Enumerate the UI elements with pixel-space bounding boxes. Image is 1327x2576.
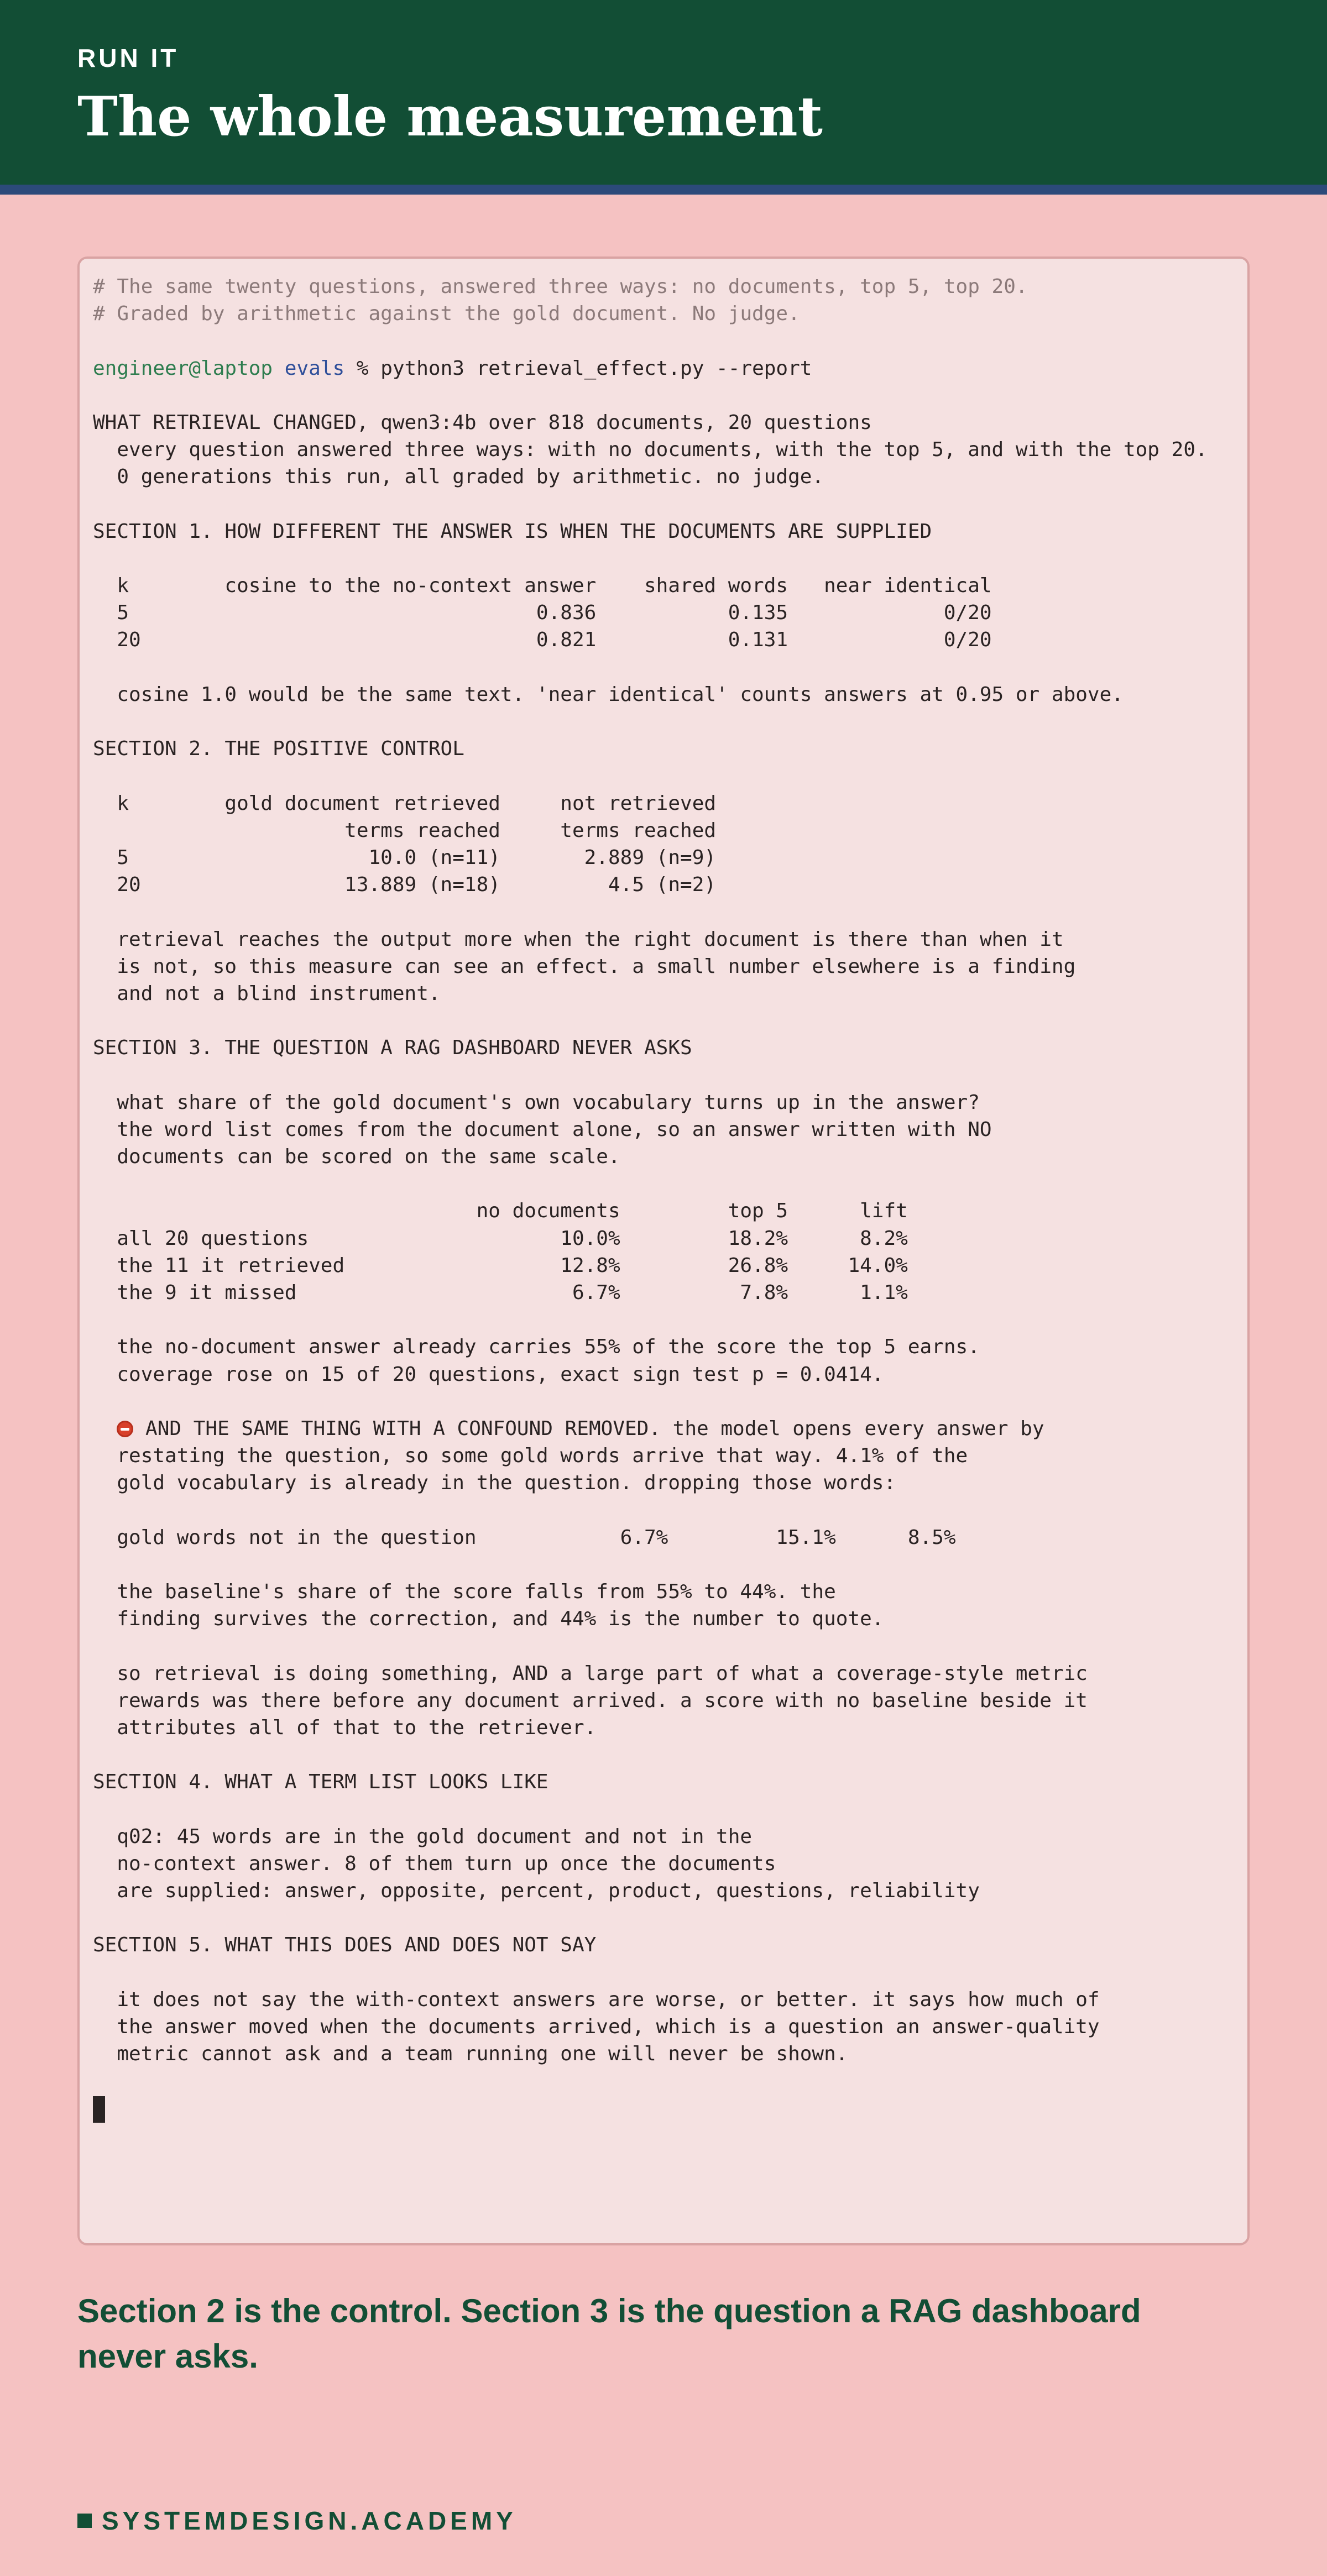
table-row: 20 13.889 (n=18) 4.5 (n=2) bbox=[93, 873, 717, 897]
confound-text: gold vocabulary is already in the question. dropping those words: bbox=[93, 1472, 896, 1495]
table-row: the 11 it retrieved 12.8% 26.8% 14.0% bbox=[93, 1254, 908, 1277]
terminal-cursor bbox=[93, 2096, 105, 2123]
section-5-body: it does not say the with-context answers are worse, or better. it says how much of bbox=[93, 1988, 1100, 2011]
confound-text: restating the question, so some gold words arrive that way. 4.1% of the bbox=[93, 1444, 968, 1468]
table-row: all 20 questions 10.0% 18.2% 8.2% bbox=[93, 1227, 908, 1250]
terminal-comment: # The same twenty questions, answered three ways: no documents, top 5, top 20. bbox=[93, 275, 1028, 298]
section-1-heading: SECTION 1. HOW DIFFERENT THE ANSWER IS WHEN THE DOCUMENTS ARE SUPPLIED bbox=[93, 520, 932, 543]
section-2-note: and not a blind instrument. bbox=[93, 982, 441, 1005]
conclusion-note: rewards was there before any document arrived. a score with no baseline beside it bbox=[93, 1689, 1088, 1712]
prompt-directory: evals bbox=[284, 357, 345, 380]
section-3-note: the no-document answer already carries 55% of the score the top 5 earns. bbox=[93, 1336, 980, 1359]
eyebrow-label: RUN IT bbox=[77, 44, 179, 72]
brand-footer bbox=[77, 2504, 517, 2537]
section-3-heading: SECTION 3. THE QUESTION A RAG DASHBOARD NEVER ASKS bbox=[93, 1036, 692, 1060]
table-row: no documents top 5 lift bbox=[93, 1200, 908, 1223]
terminal-window[interactable] bbox=[77, 256, 1250, 2245]
correction-note: finding survives the correction, and 44% is the number to quote. bbox=[93, 1608, 884, 1631]
section-2-note: is not, so this measure can see an effect. a small number elsewhere is a finding bbox=[93, 955, 1076, 978]
section-3-intro: documents can be scored on the same scale. bbox=[93, 1145, 620, 1168]
takeaway-text: Section 2 is the control. Section 3 is the question a RAG dashboard never asks. bbox=[77, 2292, 1141, 2375]
section-3-note: coverage rose on 15 of 20 questions, exact sign test p = 0.0414. bbox=[93, 1363, 884, 1386]
command-prompt bbox=[93, 355, 1236, 382]
report-subtitle: 0 generations this run, all graded by arithmetic. no judge. bbox=[93, 465, 824, 489]
report-title: WHAT RETRIEVAL CHANGED, qwen3:4b over 818 documents, 20 questions bbox=[93, 411, 872, 434]
page-title: The whole measurement bbox=[77, 85, 823, 149]
section-2-note: retrieval reaches the output more when the right document is there than when it bbox=[93, 928, 1064, 951]
table-row: 5 10.0 (n=11) 2.889 (n=9) bbox=[93, 846, 717, 869]
terminal-output bbox=[93, 273, 1236, 2067]
prompt-command: % python3 retrieval_effect.py --report bbox=[344, 357, 812, 380]
section-4-body: no-context answer. 8 of them turn up once the documents bbox=[93, 1852, 776, 1875]
correction-note: the baseline's share of the score falls from 55% to 44%. the bbox=[93, 1580, 836, 1603]
terminal-comment: # Graded by arithmetic against the gold document. No judge. bbox=[93, 302, 800, 326]
section-3-intro: what share of the gold document's own vocabulary turns up in the answer? bbox=[93, 1091, 980, 1114]
header-banner bbox=[0, 0, 1327, 195]
prompt-user: engineer@laptop bbox=[93, 357, 273, 380]
table-row: terms reached terms reached bbox=[93, 819, 717, 842]
section-4-body: q02: 45 words are in the gold document and not in the bbox=[93, 1825, 753, 1848]
section-5-body: the answer moved when the documents arrived, which is a question an answer-quality bbox=[93, 2015, 1100, 2038]
confound-line bbox=[93, 1415, 1236, 1442]
table-row: k gold document retrieved not retrieved bbox=[93, 792, 717, 815]
brand-square-icon bbox=[77, 2514, 92, 2528]
conclusion-note: attributes all of that to the retriever. bbox=[93, 1716, 597, 1739]
section-2-heading: SECTION 2. THE POSITIVE CONTROL bbox=[93, 737, 464, 761]
brand-name: SYSTEMDESIGN.ACADEMY bbox=[102, 2506, 517, 2535]
table-row: 5 0.836 0.135 0/20 bbox=[93, 601, 992, 625]
no-entry-icon bbox=[117, 1421, 133, 1437]
conclusion-note: so retrieval is doing something, AND a large part of what a coverage-style metric bbox=[93, 1662, 1088, 1685]
table-row: k cosine to the no-context answer shared words near identical bbox=[93, 574, 992, 598]
section-5-body: metric cannot ask and a team running one will never be shown. bbox=[93, 2043, 848, 2066]
table-row: gold words not in the question 6.7% 15.1% 8.5% bbox=[93, 1526, 956, 1549]
table-row: the 9 it missed 6.7% 7.8% 1.1% bbox=[93, 1281, 908, 1304]
report-subtitle: every question answered three ways: with no documents, with the top 5, and with the top 20. bbox=[93, 438, 1208, 462]
section-5-heading: SECTION 5. WHAT THIS DOES AND DOES NOT SAY bbox=[93, 1934, 597, 1957]
section-1-note: cosine 1.0 would be the same text. 'near identical' counts answers at 0.95 or above. bbox=[93, 683, 1124, 706]
section-3-intro: the word list comes from the document alone, so an answer written with NO bbox=[93, 1118, 992, 1141]
section-4-heading: SECTION 4. WHAT A TERM LIST LOOKS LIKE bbox=[93, 1771, 548, 1794]
table-row: 20 0.821 0.131 0/20 bbox=[93, 629, 992, 652]
confound-text: AND THE SAME THING WITH A CONFOUND REMOVED. the model opens every answer by bbox=[133, 1417, 1044, 1440]
section-4-body: are supplied: answer, opposite, percent, product, questions, reliability bbox=[93, 1879, 980, 1903]
